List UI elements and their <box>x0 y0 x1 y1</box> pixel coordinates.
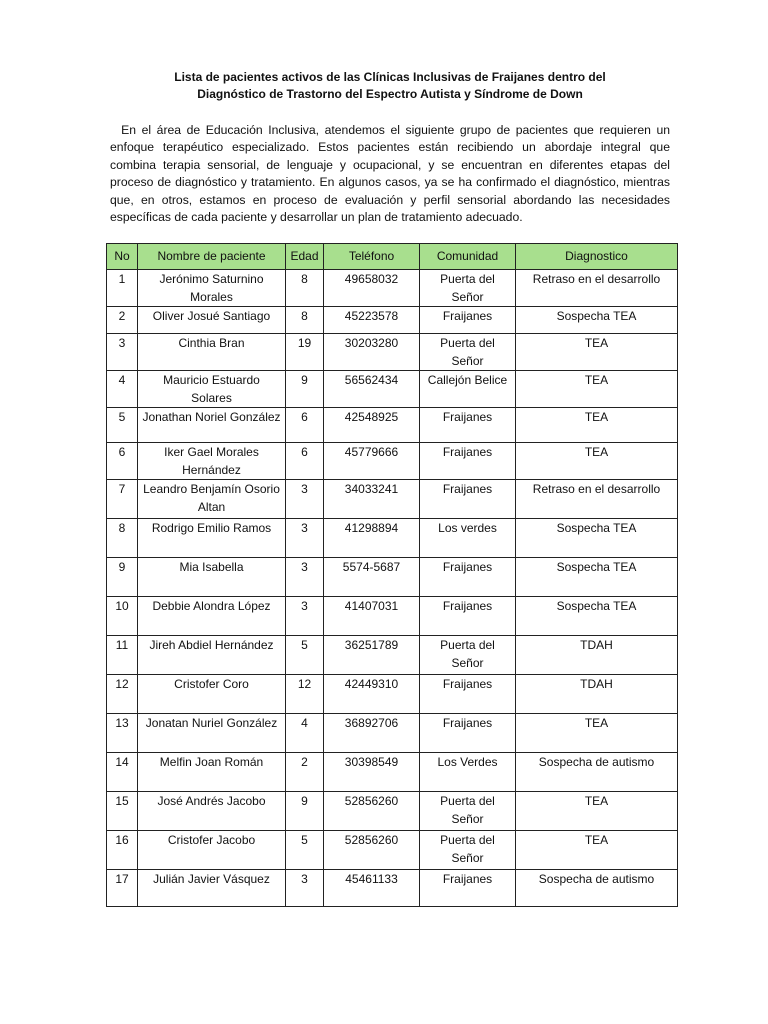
cell-name: Debbie Alondra López <box>138 597 286 636</box>
header-age: Edad <box>286 244 324 270</box>
cell-community: Fraijanes <box>420 870 516 907</box>
cell-diagnosis: TEA <box>516 371 678 408</box>
cell-phone: 5574-5687 <box>324 558 420 597</box>
cell-name: Jonatan Nuriel González <box>138 714 286 753</box>
table-row <box>107 408 678 443</box>
cell-no: 9 <box>107 558 138 597</box>
cell-age: 3 <box>286 558 324 597</box>
cell-community: Los Verdes <box>420 753 516 792</box>
cell-age: 9 <box>286 371 324 408</box>
table-row <box>107 753 678 792</box>
cell-phone: 30203280 <box>324 334 420 371</box>
table-header-row <box>107 244 678 270</box>
cell-diagnosis: TEA <box>516 408 678 443</box>
cell-diagnosis: Sospecha TEA <box>516 519 678 558</box>
cell-community: Los verdes <box>420 519 516 558</box>
cell-phone: 42548925 <box>324 408 420 443</box>
cell-phone: 45779666 <box>324 443 420 480</box>
paragraph-line: que, en otros, estamos en proceso de evaluación y perfil sensorial abordando las necesidades <box>110 192 670 207</box>
cell-name: Cristofer Jacobo <box>138 831 286 870</box>
table-row <box>107 307 678 334</box>
table-row <box>107 558 678 597</box>
cell-community: Puerta del Señor <box>420 636 516 675</box>
cell-community: Fraijanes <box>420 480 516 519</box>
document-title <box>110 69 670 103</box>
cell-age: 9 <box>286 792 324 831</box>
cell-age: 19 <box>286 334 324 371</box>
cell-community: Fraijanes <box>420 714 516 753</box>
cell-name: Rodrigo Emilio Ramos <box>138 519 286 558</box>
cell-diagnosis: Sospecha TEA <box>516 558 678 597</box>
cell-phone: 49658032 <box>324 270 420 307</box>
cell-no: 4 <box>107 371 138 408</box>
cell-community: Fraijanes <box>420 597 516 636</box>
paragraph-line: En el área de Educación Inclusiva, atendemos el siguiente grupo de pacientes que requieren un <box>110 123 670 137</box>
cell-name: Melfin Joan Román <box>138 753 286 792</box>
table-row <box>107 675 678 714</box>
cell-age: 3 <box>286 870 324 907</box>
header-name: Nombre de paciente <box>138 244 286 270</box>
header-phone: Teléfono <box>324 244 420 270</box>
cell-age: 3 <box>286 519 324 558</box>
header-community: Comunidad <box>420 244 516 270</box>
cell-name: Cinthia Bran <box>138 334 286 371</box>
cell-community: Puerta del Señor <box>420 270 516 307</box>
cell-name: José Andrés Jacobo <box>138 792 286 831</box>
cell-phone: 41407031 <box>324 597 420 636</box>
table-row <box>107 519 678 558</box>
cell-no: 3 <box>107 334 138 371</box>
cell-no: 7 <box>107 480 138 519</box>
table-row <box>107 443 678 480</box>
cell-no: 16 <box>107 831 138 870</box>
header-no: No <box>107 244 138 270</box>
cell-phone: 34033241 <box>324 480 420 519</box>
cell-phone: 41298894 <box>324 519 420 558</box>
cell-age: 6 <box>286 443 324 480</box>
cell-age: 8 <box>286 307 324 334</box>
cell-phone: 45223578 <box>324 307 420 334</box>
cell-diagnosis: TEA <box>516 443 678 480</box>
cell-phone: 56562434 <box>324 371 420 408</box>
cell-diagnosis: TEA <box>516 714 678 753</box>
cell-no: 5 <box>107 408 138 443</box>
cell-no: 2 <box>107 307 138 334</box>
cell-community: Puerta del Señor <box>420 334 516 371</box>
table-row <box>107 371 678 408</box>
cell-no: 14 <box>107 753 138 792</box>
cell-name: Iker Gael Morales Hernández <box>138 443 286 480</box>
cell-age: 3 <box>286 597 324 636</box>
cell-no: 10 <box>107 597 138 636</box>
paragraph-line: combina terapia sensorial, de lenguaje y ocupacional, y se encuentran en diferentes etapas del <box>110 157 670 172</box>
title-line-2: Diagnóstico de Trastorno del Espectro Autista y Síndrome de Down <box>197 87 583 101</box>
cell-diagnosis: TEA <box>516 831 678 870</box>
table-row <box>107 636 678 675</box>
cell-name: Mauricio Estuardo Solares <box>138 371 286 408</box>
cell-no: 6 <box>107 443 138 480</box>
intro-paragraph <box>110 122 670 226</box>
table-row <box>107 870 678 907</box>
cell-age: 8 <box>286 270 324 307</box>
cell-diagnosis: Retraso en el desarrollo <box>516 270 678 307</box>
table-row <box>107 270 678 307</box>
cell-community: Fraijanes <box>420 408 516 443</box>
cell-phone: 30398549 <box>324 753 420 792</box>
cell-diagnosis: TDAH <box>516 636 678 675</box>
cell-diagnosis: Retraso en el desarrollo <box>516 480 678 519</box>
cell-phone: 36892706 <box>324 714 420 753</box>
cell-phone: 52856260 <box>324 831 420 870</box>
cell-phone: 42449310 <box>324 675 420 714</box>
cell-age: 12 <box>286 675 324 714</box>
table-row <box>107 597 678 636</box>
patients-table <box>106 243 678 907</box>
title-line-1: Lista de pacientes activos de las Clínicas Inclusivas de Fraijanes dentro del <box>174 70 606 84</box>
cell-age: 5 <box>286 636 324 675</box>
table-row <box>107 334 678 371</box>
cell-community: Puerta del Señor <box>420 792 516 831</box>
header-diagnosis: Diagnostico <box>516 244 678 270</box>
paragraph-line: enfoque terapéutico especializado. Estos pacientes están recibiendo un abordaje integral que <box>110 140 670 155</box>
cell-name: Cristofer Coro <box>138 675 286 714</box>
cell-diagnosis: Sospecha TEA <box>516 307 678 334</box>
cell-phone: 45461133 <box>324 870 420 907</box>
cell-name: Jireh Abdiel Hernández <box>138 636 286 675</box>
cell-age: 6 <box>286 408 324 443</box>
cell-diagnosis: TEA <box>516 792 678 831</box>
cell-name: Oliver Josué Santiago <box>138 307 286 334</box>
table-row <box>107 792 678 831</box>
cell-community: Fraijanes <box>420 443 516 480</box>
cell-community: Fraijanes <box>420 675 516 714</box>
cell-name: Leandro Benjamín Osorio Altan <box>138 480 286 519</box>
cell-age: 5 <box>286 831 324 870</box>
cell-community: Callejón Belice <box>420 371 516 408</box>
cell-name: Mia Isabella <box>138 558 286 597</box>
cell-age: 2 <box>286 753 324 792</box>
cell-diagnosis: Sospecha TEA <box>516 597 678 636</box>
cell-diagnosis: TEA <box>516 334 678 371</box>
cell-age: 4 <box>286 714 324 753</box>
cell-diagnosis: TDAH <box>516 675 678 714</box>
cell-name: Jerónimo Saturnino Morales <box>138 270 286 307</box>
cell-community: Fraijanes <box>420 307 516 334</box>
cell-no: 15 <box>107 792 138 831</box>
cell-age: 3 <box>286 480 324 519</box>
cell-diagnosis: Sospecha de autismo <box>516 870 678 907</box>
paragraph-line: proceso de diagnóstico y tratamiento. En algunos casos, ya se ha confirmado el diagnóstico, mientras <box>110 175 670 190</box>
table-row <box>107 831 678 870</box>
cell-name: Jonathan Noriel González <box>138 408 286 443</box>
cell-phone: 36251789 <box>324 636 420 675</box>
cell-no: 17 <box>107 870 138 907</box>
cell-no: 12 <box>107 675 138 714</box>
cell-no: 8 <box>107 519 138 558</box>
table-row <box>107 714 678 753</box>
cell-community: Fraijanes <box>420 558 516 597</box>
cell-diagnosis: Sospecha de autismo <box>516 753 678 792</box>
table-row <box>107 480 678 519</box>
cell-phone: 52856260 <box>324 792 420 831</box>
cell-no: 1 <box>107 270 138 307</box>
paragraph-line: específicas de cada paciente y desarrollar un plan de tratamiento adecuado. <box>110 210 523 225</box>
cell-no: 13 <box>107 714 138 753</box>
cell-community: Puerta del Señor <box>420 831 516 870</box>
cell-no: 11 <box>107 636 138 675</box>
cell-name: Julián Javier Vásquez <box>138 870 286 907</box>
